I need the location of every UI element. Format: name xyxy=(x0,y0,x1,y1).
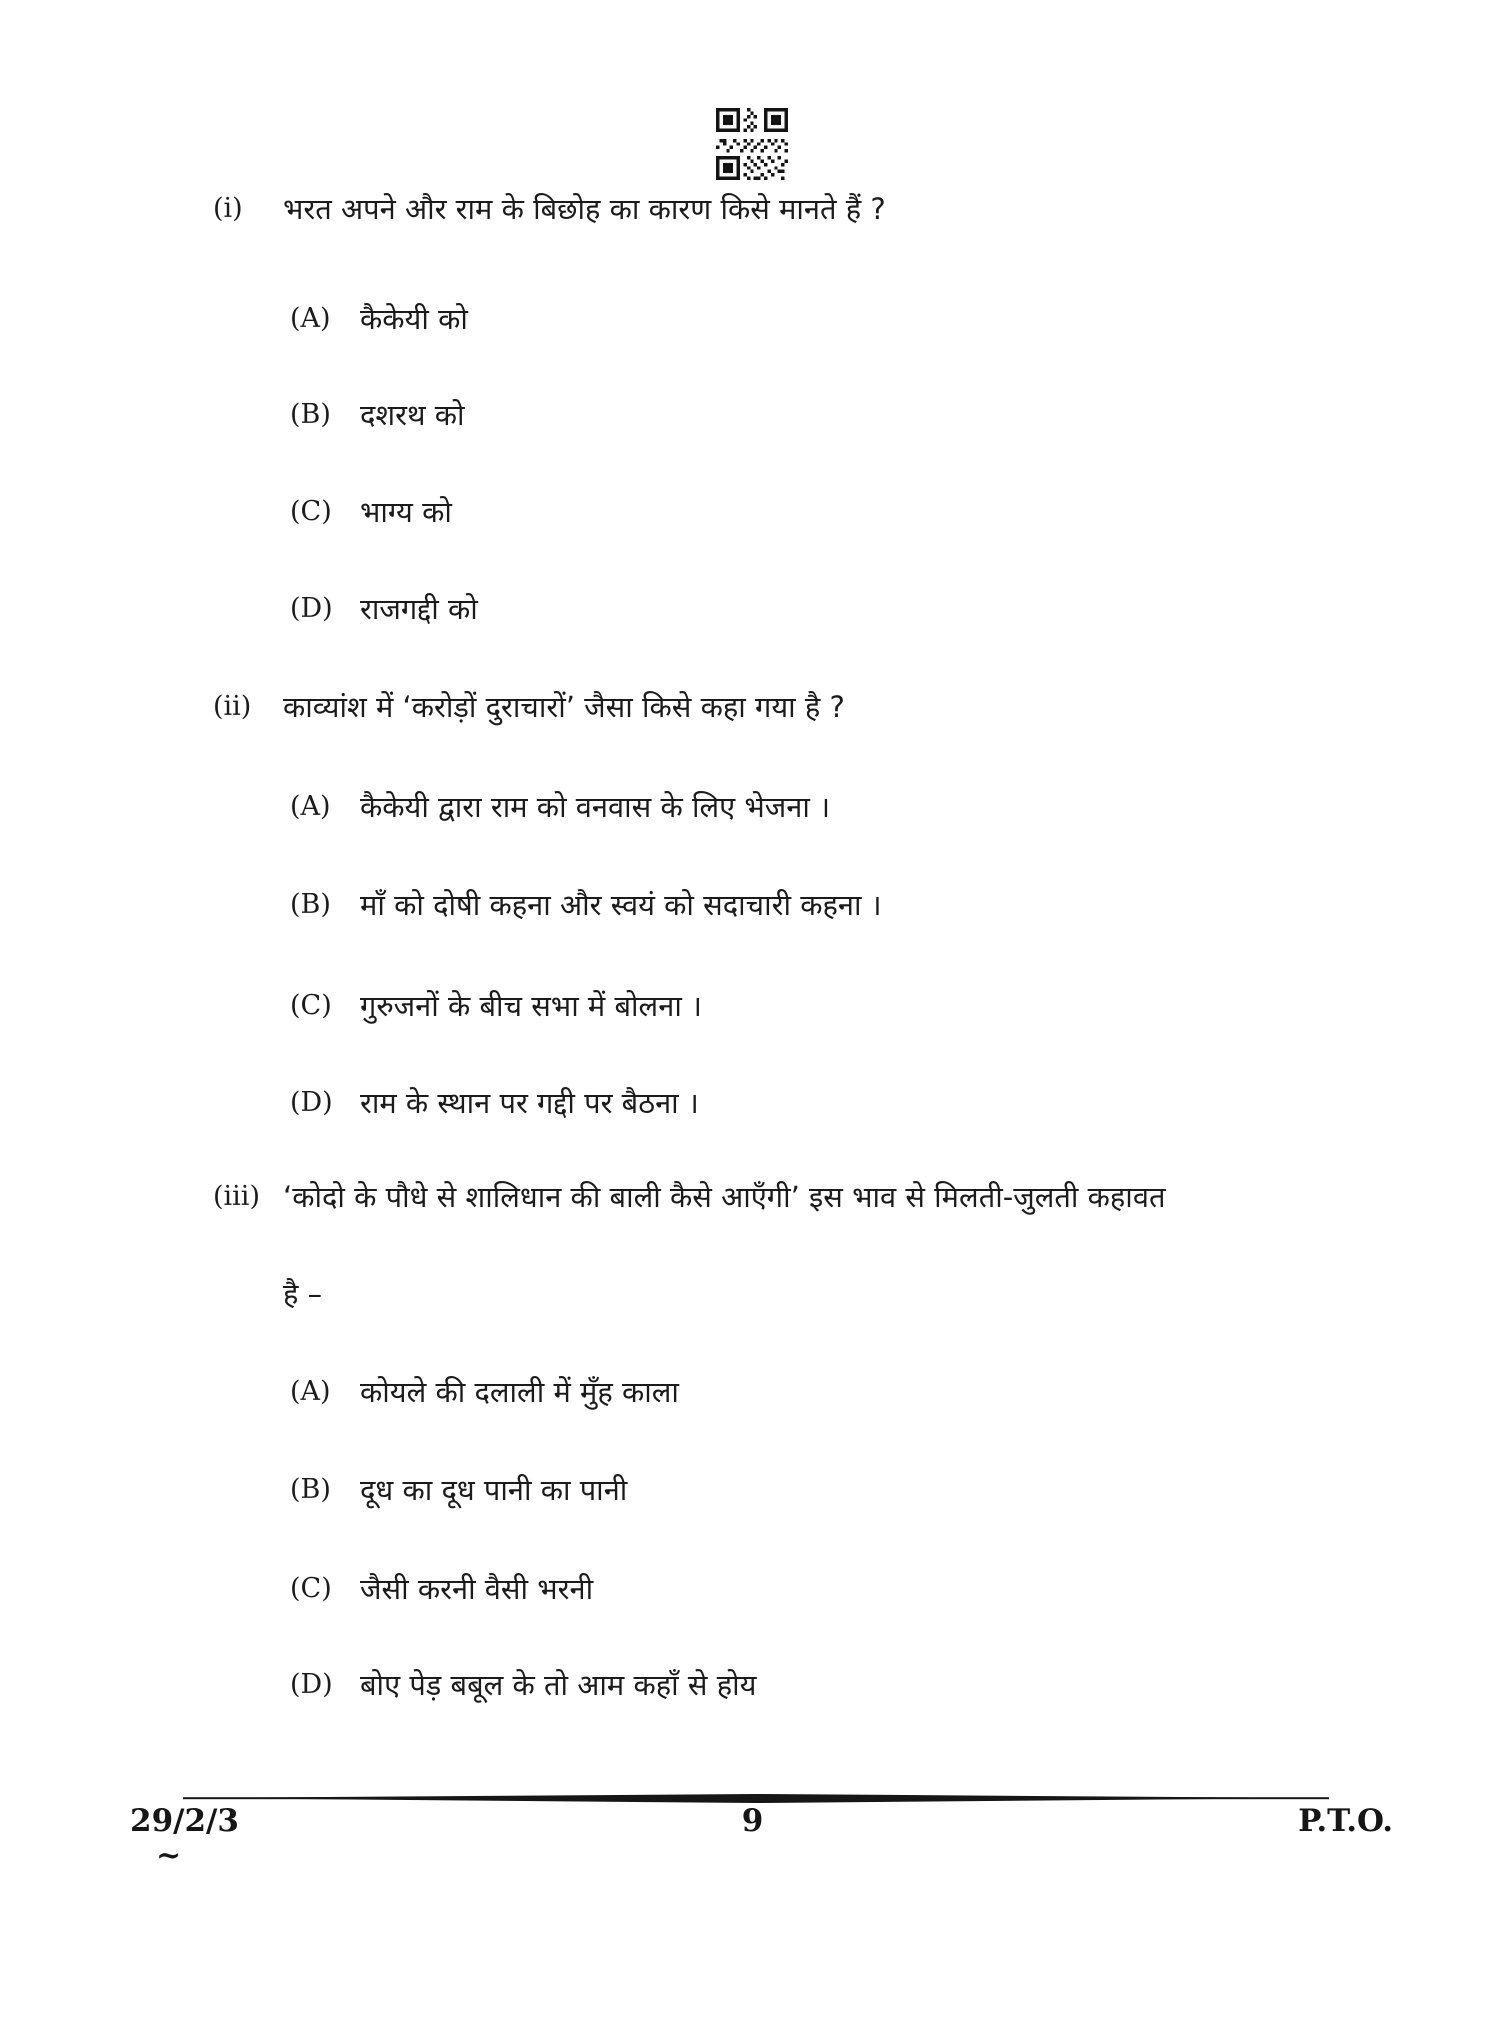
option-letter: (B) xyxy=(290,399,331,430)
option-letter: (D) xyxy=(290,1669,333,1700)
question-ii-text: काव्यांश में ‘करोड़ों दुराचारों’ जैसा किसे कहा गया है ? xyxy=(283,690,845,724)
question-iii-text-line1: ‘कोदो के पौधे से शालिधान की बाली कैसे आएँगी’ इस भाव से मिलती-जुलती कहावत xyxy=(283,1180,1166,1214)
question-i-marker: (i) xyxy=(213,193,243,224)
option-letter: (A) xyxy=(290,1376,331,1407)
question-i-option-b xyxy=(290,394,465,436)
question-ii-option-d xyxy=(290,1082,699,1124)
question-i-option-d xyxy=(290,588,478,630)
question-iii-option-a xyxy=(290,1371,679,1413)
option-text: माँ को दोषी कहना और स्वयं को सदाचारी कहना । xyxy=(360,888,882,922)
option-letter: (C) xyxy=(290,990,332,1021)
option-text: कोयले की दलाली में मुँह काला xyxy=(360,1375,679,1409)
question-ii-option-a xyxy=(290,786,830,828)
question-iii-text-line2: है – xyxy=(283,1277,323,1311)
pto-label: P.T.O. xyxy=(1298,1803,1393,1839)
qr-code-icon xyxy=(716,106,788,186)
option-text: कैकेयी द्वारा राम को वनवास के लिए भेजना । xyxy=(360,790,831,824)
option-text: कैकेयी को xyxy=(360,302,468,336)
question-ii-marker: (ii) xyxy=(213,691,252,722)
question-iii-option-d xyxy=(290,1664,756,1706)
page-number: 9 xyxy=(741,1803,764,1839)
question-ii-option-c xyxy=(290,985,702,1027)
option-text: बोए पेड़ बबूल के तो आम कहाँ से होय xyxy=(360,1668,757,1702)
option-letter: (D) xyxy=(290,593,333,624)
question-iii-option-b xyxy=(290,1469,627,1511)
option-letter: (D) xyxy=(290,1087,333,1118)
option-letter: (A) xyxy=(290,303,331,334)
question-i-option-a xyxy=(290,298,468,340)
option-text: राम के स्थान पर गद्दी पर बैठना । xyxy=(360,1086,699,1120)
question-i xyxy=(213,188,886,230)
option-letter: (C) xyxy=(290,1573,332,1604)
option-text: दशरथ को xyxy=(360,398,465,432)
option-letter: (B) xyxy=(290,889,331,920)
option-text: जैसी करनी वैसी भरनी xyxy=(360,1572,594,1606)
option-text: राजगद्दी को xyxy=(360,592,478,626)
question-iii xyxy=(213,1176,1165,1218)
question-ii-option-b xyxy=(290,884,882,926)
option-letter: (B) xyxy=(290,1474,331,1505)
option-text: गुरुजनों के बीच सभा में बोलना । xyxy=(360,989,703,1023)
question-iii-text-line2-row xyxy=(213,1273,322,1315)
option-text: दूध का दूध पानी का पानी xyxy=(360,1473,628,1507)
tilde-mark: ~ xyxy=(156,1838,182,1873)
option-letter: (C) xyxy=(290,496,332,527)
paper-code: 29/2/3 xyxy=(130,1803,239,1839)
question-ii xyxy=(213,686,845,728)
question-i-option-c xyxy=(290,491,452,533)
question-iii-option-c xyxy=(290,1568,593,1610)
option-letter: (A) xyxy=(290,791,331,822)
question-iii-marker: (iii) xyxy=(213,1181,260,1212)
option-text: भाग्य को xyxy=(360,495,452,529)
question-i-text: भरत अपने और राम के बिछोह का कारण किसे मानते हैं ? xyxy=(283,192,886,226)
